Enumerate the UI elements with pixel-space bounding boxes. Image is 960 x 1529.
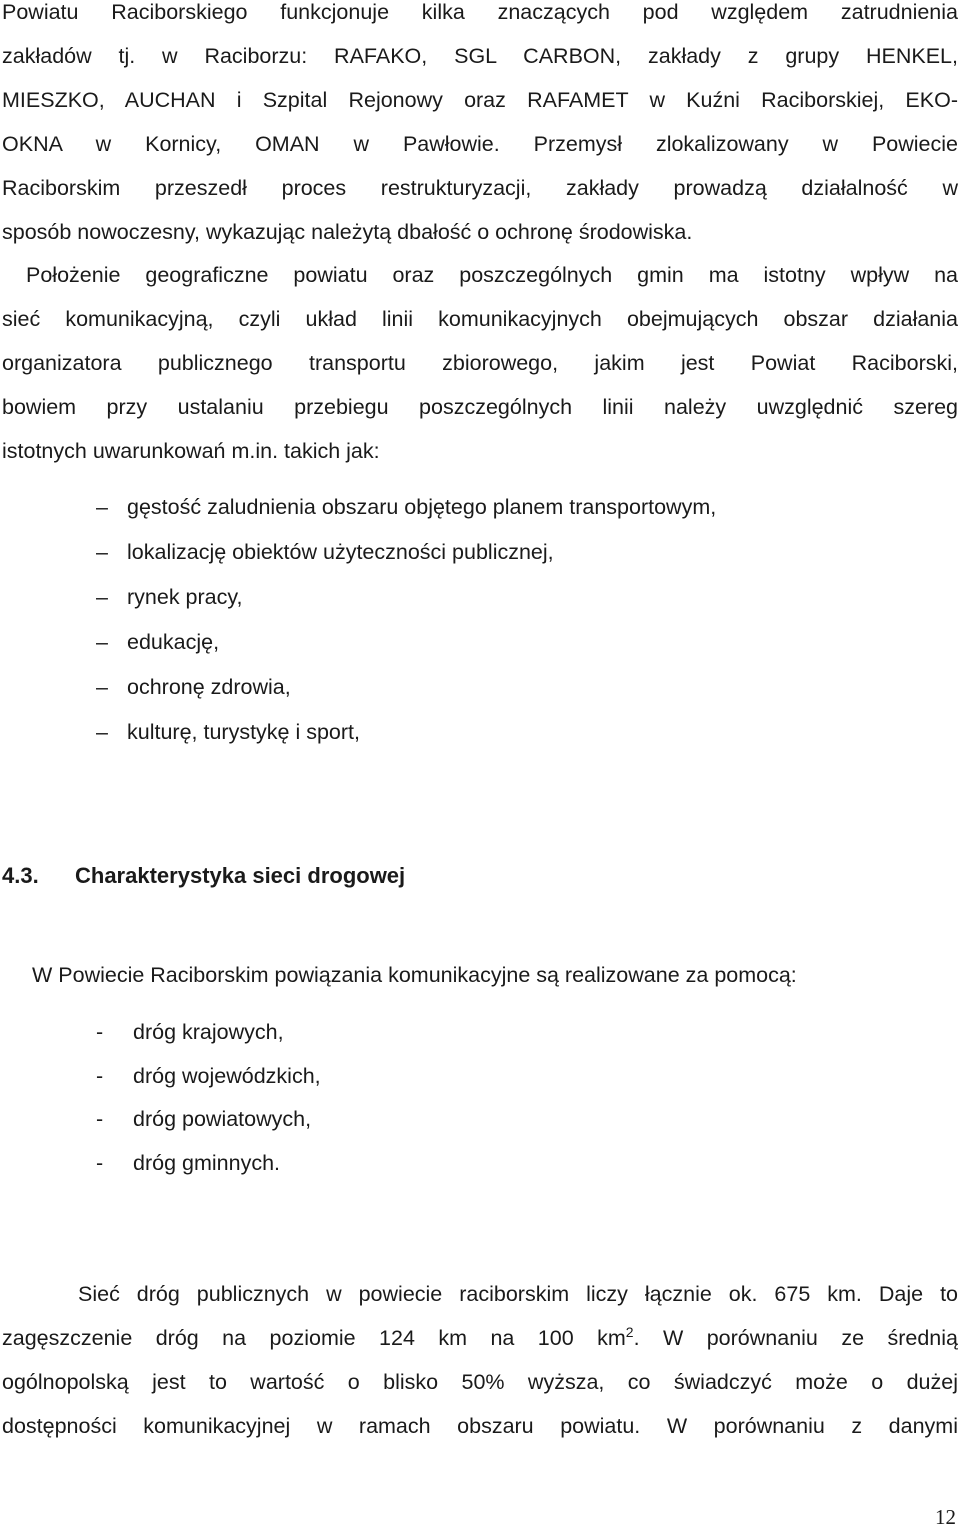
list-dash: – xyxy=(96,630,108,654)
list-item: ochronę zdrowia, xyxy=(127,675,291,699)
paragraph-1-line: MIESZKO, AUCHAN i Szpital Rejonowy oraz RAFAMET w Kuźni Raciborskiej, EKO- xyxy=(2,88,958,112)
list-item: lokalizację obiektów użyteczności publicznej, xyxy=(127,540,554,564)
paragraph-4-line: ogólnopolską jest to wartość o blisko 50% wyższa, co świadczyć może o dużej xyxy=(2,1370,958,1394)
paragraph-4-text: . W porównaniu ze średnią xyxy=(633,1326,958,1350)
section-title: Charakterystyka sieci drogowej xyxy=(75,863,406,888)
paragraph-1-line: zakładów tj. w Raciborzu: RAFAKO, SGL CARBON, zakłady z grupy HENKEL, xyxy=(2,44,958,68)
list-dash: - xyxy=(96,1107,104,1131)
list-dash: – xyxy=(96,540,108,564)
paragraph-4-text: zagęszczenie dróg na poziomie 124 km na 100 km xyxy=(2,1326,626,1350)
paragraph-2-line: Położenie geograficzne powiatu oraz poszczególnych gmin ma istotny wpływ na xyxy=(26,263,958,287)
list-item: dróg gminnych. xyxy=(133,1151,280,1175)
list-dash: – xyxy=(96,495,108,519)
section-number: 4.3. xyxy=(2,863,39,888)
paragraph-1-line: sposób nowoczesny, wykazując należytą dbałość o ochronę środowiska. xyxy=(2,220,693,244)
list-dash: – xyxy=(96,675,108,699)
paragraph-4-line: dostępności komunikacyjnej w ramach obszaru powiatu. W porównaniu z danymi xyxy=(2,1414,958,1438)
list-item: kulturę, turystykę i sport, xyxy=(127,720,360,744)
list-dash: - xyxy=(96,1151,104,1175)
list-dash: – xyxy=(96,720,108,744)
section-heading xyxy=(2,854,405,898)
paragraph-1-line: OKNA w Kornicy, OMAN w Pawłowie. Przemysł zlokalizowany w Powiecie xyxy=(2,132,958,156)
list-dash: – xyxy=(96,585,108,609)
list-item: dróg wojewódzkich, xyxy=(133,1064,321,1088)
paragraph-1-line: Raciborskim przeszedł proces restrukturyzacji, zakłady prowadzą działalność w xyxy=(2,176,958,200)
paragraph-2-line: sieć komunikacyjną, czyli układ linii komunikacyjnych obejmujących obszar działania xyxy=(2,307,958,331)
list-item: edukację, xyxy=(127,630,220,654)
list-item: dróg krajowych, xyxy=(133,1020,284,1044)
paragraph-3: W Powiecie Raciborskim powiązania komunikacyjne są realizowane za pomocą: xyxy=(32,963,797,987)
paragraph-4-line: Sieć dróg publicznych w powiecie raciborskim liczy łącznie ok. 675 km. Daje to xyxy=(78,1282,958,1306)
list-dash: - xyxy=(96,1064,104,1088)
paragraph-2-line: organizatora publicznego transportu zbiorowego, jakim jest Powiat Raciborski, xyxy=(2,351,958,375)
list-item: rynek pracy, xyxy=(127,585,243,609)
list-dash: - xyxy=(96,1020,104,1044)
paragraph-4-line xyxy=(2,1316,958,1360)
list-item: gęstość zaludnienia obszaru objętego planem transportowym, xyxy=(127,495,717,519)
paragraph-1-line: Powiatu Raciborskiego funkcjonuje kilka znaczących pod względem zatrudnienia xyxy=(2,0,958,24)
paragraph-2-line: istotnych uwarunkowań m.in. takich jak: xyxy=(2,439,380,463)
list-item: dróg powiatowych, xyxy=(133,1107,312,1131)
superscript: 2 xyxy=(625,1324,634,1340)
page-number: 12 xyxy=(935,1505,956,1529)
paragraph-2-line: bowiem przy ustalaniu przebiegu poszczególnych linii należy uwzględnić szereg xyxy=(2,395,958,419)
